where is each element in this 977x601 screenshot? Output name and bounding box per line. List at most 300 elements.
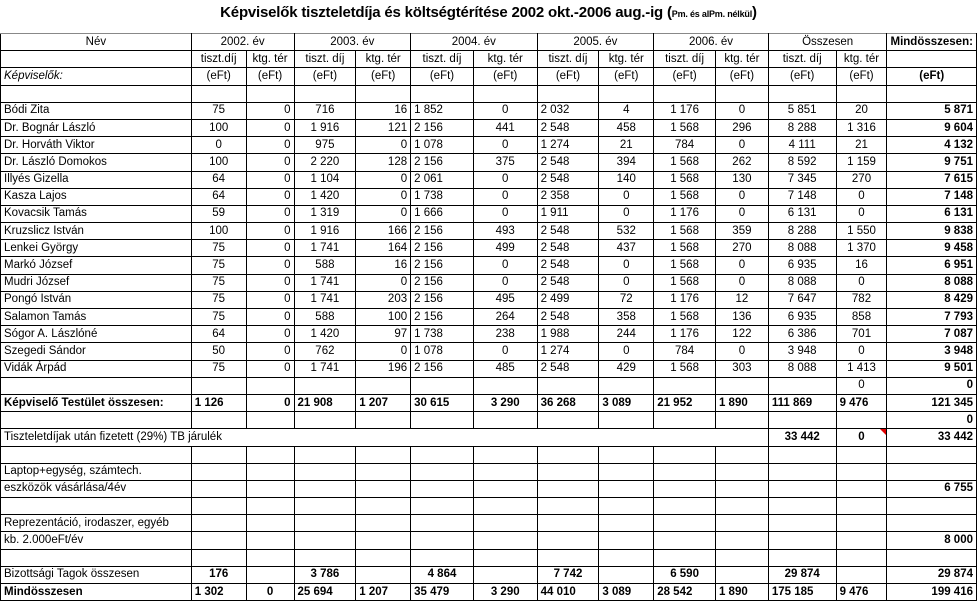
empty-cell[interactable] [537,463,599,480]
subheader-tiszt-dij[interactable]: tiszt. díj [768,51,836,68]
unit-label[interactable]: (eFt) [356,68,411,85]
empty-cell[interactable] [411,85,474,102]
member-value[interactable]: 0 [715,274,768,291]
empty-cell[interactable] [599,377,654,394]
member-value[interactable]: 75 [191,257,246,274]
member-total[interactable]: 3 948 [887,343,977,360]
member-value[interactable]: 64 [191,326,246,343]
member-value[interactable]: 2 548 [537,274,599,291]
unit-label[interactable]: (eFt) [411,68,474,85]
member-value[interactable]: 100 [356,309,411,326]
member-value[interactable]: 0 [246,171,294,188]
empty-cell[interactable] [836,446,887,463]
member-value[interactable]: 0 [356,274,411,291]
member-value[interactable]: 2 548 [537,240,599,257]
member-value[interactable]: 0 [599,257,654,274]
member-value[interactable]: 485 [473,360,537,377]
unit-label[interactable]: (eFt) [654,68,716,85]
member-value[interactable]: 1 568 [654,240,716,257]
grand-total-value[interactable]: 1 207 [356,584,411,601]
grand-total-value[interactable]: 3 089 [599,584,654,601]
grand-total-value[interactable]: 25 694 [294,584,356,601]
header-year-2003[interactable]: 2003. év [294,34,411,51]
empty-cell[interactable] [246,85,294,102]
header-name[interactable]: Név [1,34,192,51]
member-value[interactable]: 100 [191,119,246,136]
member-total[interactable]: 7 793 [887,309,977,326]
member-value[interactable]: 375 [473,154,537,171]
unit-label[interactable]: (eFt) [715,68,768,85]
body-total-value[interactable]: 21 908 [294,394,356,411]
member-value[interactable]: 8 088 [768,274,836,291]
member-value[interactable]: 2 548 [537,223,599,240]
member-value[interactable]: 0 [246,154,294,171]
empty-cell[interactable] [537,549,599,566]
row-label-kepviselok[interactable]: Képviselők: [1,68,192,85]
member-value[interactable]: 122 [715,326,768,343]
empty-cell[interactable] [1,446,192,463]
member-value[interactable]: 495 [473,291,537,308]
member-value[interactable]: 130 [715,171,768,188]
row-total[interactable]: 0 [887,377,977,394]
header-mindosszesen[interactable]: Mindösszesen: [887,34,977,51]
subheader-tiszt-dij[interactable]: tiszt.díj [191,51,246,68]
member-value[interactable]: 270 [836,171,887,188]
member-value[interactable]: 762 [294,343,356,360]
empty-cell[interactable] [191,412,246,429]
member-value[interactable]: 1 319 [294,205,356,222]
committee-value[interactable] [836,566,887,583]
empty-cell[interactable] [294,549,356,566]
member-value[interactable]: 21 [836,137,887,154]
empty-cell[interactable] [246,412,294,429]
repr-2-label[interactable]: kb. 2.000eFt/év [1,532,192,549]
empty-cell[interactable] [191,549,246,566]
member-value[interactable]: 0 [836,274,887,291]
member-total[interactable]: 7 087 [887,326,977,343]
member-value[interactable]: 2 548 [537,119,599,136]
member-value[interactable]: 0 [246,291,294,308]
repr-1-total[interactable] [887,515,977,532]
member-value[interactable]: 4 [599,102,654,119]
member-value[interactable]: 16 [356,102,411,119]
empty-cell[interactable] [537,412,599,429]
member-value[interactable]: 0 [246,240,294,257]
grand-total-value[interactable]: 1 302 [191,584,246,601]
member-total[interactable]: 9 501 [887,360,977,377]
empty-cell[interactable] [246,377,294,394]
committee-value[interactable]: 7 742 [537,566,599,583]
member-value[interactable]: 100 [191,154,246,171]
subheader-ktg-ter[interactable]: ktg. tér [599,51,654,68]
tb-ossz-tiszt[interactable]: 33 442 [768,429,836,446]
member-value[interactable]: 0 [473,274,537,291]
member-value[interactable]: 262 [715,154,768,171]
empty-cell[interactable] [654,85,716,102]
empty-cell[interactable] [294,85,356,102]
member-value[interactable]: 1 176 [654,205,716,222]
empty-cell[interactable] [715,85,768,102]
subheader-tiszt-dij[interactable]: tiszt. díj [294,51,356,68]
member-value[interactable]: 0 [246,257,294,274]
member-value[interactable]: 7 345 [768,171,836,188]
empty-cell[interactable] [473,532,537,549]
member-value[interactable]: 359 [715,223,768,240]
member-value[interactable]: 75 [191,291,246,308]
member-value[interactable]: 75 [191,360,246,377]
member-total[interactable]: 9 751 [887,154,977,171]
empty-cell[interactable] [768,463,836,480]
member-value[interactable]: 12 [715,291,768,308]
empty-cell[interactable] [473,377,537,394]
member-value[interactable]: 493 [473,223,537,240]
unit-label[interactable]: (eFt) [191,68,246,85]
member-value[interactable]: 2 220 [294,154,356,171]
member-value[interactable]: 0 [246,205,294,222]
committee-value[interactable] [715,566,768,583]
member-value[interactable]: 72 [599,291,654,308]
member-value[interactable]: 2 548 [537,309,599,326]
member-value[interactable]: 0 [836,343,887,360]
member-value[interactable]: 0 [836,188,887,205]
empty-cell[interactable] [294,515,356,532]
member-value[interactable]: 7 647 [768,291,836,308]
member-value[interactable]: 0 [473,102,537,119]
member-value[interactable]: 784 [654,137,716,154]
committee-value[interactable]: 176 [191,566,246,583]
empty-cell[interactable] [887,446,977,463]
member-value[interactable]: 8 288 [768,223,836,240]
empty-cell[interactable] [356,480,411,497]
member-value[interactable]: 203 [356,291,411,308]
member-value[interactable]: 121 [356,119,411,136]
empty-cell[interactable] [599,446,654,463]
member-name[interactable]: Sógor A. Lászlóné [1,326,192,343]
member-name[interactable]: Pongó István [1,291,192,308]
empty-cell[interactable] [599,463,654,480]
member-value[interactable]: 2 061 [411,171,474,188]
empty-cell[interactable] [654,498,716,515]
member-value[interactable]: 2 156 [411,240,474,257]
member-value[interactable]: 5 851 [768,102,836,119]
member-name[interactable]: Szegedi Sándor [1,343,192,360]
header-year-2004[interactable]: 2004. év [411,34,537,51]
member-value[interactable]: 2 156 [411,274,474,291]
member-value[interactable]: 136 [715,309,768,326]
member-name[interactable]: Dr. Horváth Viktor [1,137,192,154]
member-value[interactable]: 238 [473,326,537,343]
member-value[interactable]: 0 [356,205,411,222]
member-value[interactable]: 1 852 [411,102,474,119]
body-total-value[interactable]: 3 089 [599,394,654,411]
empty-cell[interactable] [411,498,474,515]
member-value[interactable]: 1 159 [836,154,887,171]
member-total[interactable]: 7 148 [887,188,977,205]
member-value[interactable]: 1 176 [654,102,716,119]
member-value[interactable]: 16 [356,257,411,274]
empty-cell[interactable] [294,532,356,549]
member-value[interactable]: 0 [246,119,294,136]
empty-cell[interactable] [411,412,474,429]
member-value[interactable]: 1 176 [654,291,716,308]
member-value[interactable]: 270 [715,240,768,257]
empty-cell[interactable] [654,463,716,480]
ossz-ktg-value[interactable]: 0 [836,377,887,394]
empty-cell[interactable] [537,377,599,394]
member-value[interactable]: 75 [191,274,246,291]
member-value[interactable]: 6 935 [768,257,836,274]
empty-cell[interactable] [836,498,887,515]
member-value[interactable]: 1 078 [411,343,474,360]
member-value[interactable]: 437 [599,240,654,257]
member-total[interactable]: 5 871 [887,102,977,119]
committee-label[interactable]: Bizottsági Tagok összesen [1,566,192,583]
header-year-2005[interactable]: 2005. év [537,34,654,51]
comment-indicator-icon[interactable] [880,429,886,435]
empty-cell[interactable] [715,377,768,394]
empty-cell[interactable] [715,446,768,463]
empty-cell[interactable] [191,446,246,463]
member-value[interactable]: 16 [836,257,887,274]
empty-cell[interactable] [654,446,716,463]
empty-cell[interactable] [191,498,246,515]
empty-cell[interactable] [715,463,768,480]
member-value[interactable]: 1 568 [654,257,716,274]
member-value[interactable]: 588 [294,309,356,326]
member-value[interactable]: 59 [191,205,246,222]
member-value[interactable]: 1 568 [654,274,716,291]
grand-total-value[interactable]: 35 479 [411,584,474,601]
empty-cell[interactable] [715,480,768,497]
grand-total-value[interactable]: 28 542 [654,584,716,601]
member-value[interactable]: 244 [599,326,654,343]
member-value[interactable]: 0 [246,274,294,291]
tb-total[interactable]: 33 442 [887,429,977,446]
subheader-ktg-ter[interactable]: ktg. tér [356,51,411,68]
empty-cell[interactable] [768,480,836,497]
empty-cell[interactable] [294,498,356,515]
member-total[interactable]: 6 131 [887,205,977,222]
member-value[interactable]: 1 741 [294,291,356,308]
member-value[interactable]: 0 [246,137,294,154]
member-value[interactable]: 1 988 [537,326,599,343]
empty-cell[interactable] [599,532,654,549]
empty-cell[interactable] [411,532,474,549]
member-value[interactable]: 97 [356,326,411,343]
body-total-label[interactable]: Képviselő Testület összesen: [1,394,192,411]
body-total-value[interactable]: 30 615 [411,394,474,411]
member-value[interactable]: 1 568 [654,223,716,240]
empty-cell[interactable] [537,498,599,515]
empty-cell[interactable] [473,412,537,429]
grand-total-value[interactable]: 9 476 [836,584,887,601]
empty-cell[interactable] [836,532,887,549]
empty-cell[interactable] [356,532,411,549]
member-value[interactable]: 0 [715,137,768,154]
empty-cell[interactable] [715,498,768,515]
member-value[interactable]: 0 [473,137,537,154]
member-value[interactable]: 1 741 [294,360,356,377]
member-value[interactable]: 1 420 [294,326,356,343]
member-value[interactable]: 1 666 [411,205,474,222]
empty-cell[interactable] [715,532,768,549]
member-value[interactable]: 2 156 [411,119,474,136]
member-value[interactable]: 0 [246,343,294,360]
subheader-ktg-ter[interactable]: ktg. tér [836,51,887,68]
member-value[interactable]: 2 548 [537,360,599,377]
member-value[interactable]: 358 [599,309,654,326]
member-name[interactable]: Dr. Bognár László [1,119,192,136]
member-name[interactable]: Markó József [1,257,192,274]
body-total-value[interactable]: 1 207 [356,394,411,411]
empty-cell[interactable] [537,85,599,102]
empty-cell[interactable] [191,532,246,549]
member-value[interactable]: 21 [599,137,654,154]
empty-cell[interactable] [599,549,654,566]
laptop-1-label[interactable]: Laptop+egység, számtech. [1,463,192,480]
member-value[interactable]: 1 738 [411,188,474,205]
member-value[interactable]: 6 935 [768,309,836,326]
grand-total-value[interactable]: 1 890 [715,584,768,601]
body-total-value[interactable]: 36 268 [537,394,599,411]
member-value[interactable]: 0 [356,343,411,360]
member-value[interactable]: 0 [473,188,537,205]
empty-cell[interactable] [473,480,537,497]
unit-label[interactable]: (eFt) [537,68,599,85]
committee-value[interactable] [246,566,294,583]
body-total-value[interactable]: 3 290 [473,394,537,411]
committee-value[interactable] [356,566,411,583]
member-value[interactable]: 0 [246,326,294,343]
empty-cell[interactable] [246,480,294,497]
grand-total-value[interactable]: 44 010 [537,584,599,601]
empty-cell[interactable] [887,51,977,68]
empty-cell[interactable] [768,515,836,532]
empty-cell[interactable] [599,480,654,497]
member-name[interactable]: Dr. László Domokos [1,154,192,171]
empty-cell[interactable] [294,412,356,429]
member-value[interactable]: 2 032 [537,102,599,119]
member-value[interactable]: 1 550 [836,223,887,240]
member-total[interactable]: 8 429 [887,291,977,308]
member-value[interactable]: 303 [715,360,768,377]
member-value[interactable]: 0 [473,257,537,274]
member-value[interactable]: 0 [715,257,768,274]
member-value[interactable]: 2 156 [411,154,474,171]
member-value[interactable]: 0 [246,223,294,240]
member-value[interactable]: 164 [356,240,411,257]
member-value[interactable]: 1 078 [411,137,474,154]
member-value[interactable]: 0 [356,137,411,154]
committee-value[interactable] [473,566,537,583]
empty-cell[interactable] [836,480,887,497]
empty-cell[interactable] [768,85,836,102]
empty-cell[interactable] [1,85,192,102]
unit-label[interactable]: (eFt) [473,68,537,85]
member-value[interactable]: 0 [246,309,294,326]
member-value[interactable]: 140 [599,171,654,188]
laptop-2-total[interactable]: 6 755 [887,480,977,497]
member-name[interactable]: Illyés Gizella [1,171,192,188]
header-year-2002[interactable]: 2002. év [191,34,294,51]
member-name[interactable]: Lenkei György [1,240,192,257]
row-total[interactable]: 0 [887,412,977,429]
empty-cell[interactable] [411,480,474,497]
member-value[interactable]: 1 104 [294,171,356,188]
member-value[interactable]: 0 [191,137,246,154]
empty-cell[interactable] [599,412,654,429]
member-value[interactable]: 64 [191,171,246,188]
member-value[interactable]: 1 413 [836,360,887,377]
member-value[interactable]: 1 568 [654,119,716,136]
empty-cell[interactable] [246,498,294,515]
member-total[interactable]: 8 088 [887,274,977,291]
member-value[interactable]: 429 [599,360,654,377]
empty-cell[interactable] [246,532,294,549]
empty-cell[interactable] [654,532,716,549]
member-name[interactable]: Mudri József [1,274,192,291]
grand-total-label[interactable]: Mindösszesen [1,584,192,601]
member-value[interactable]: 264 [473,309,537,326]
subheader-tiszt-dij[interactable]: tiszt. díj [537,51,599,68]
empty-cell[interactable] [191,85,246,102]
body-total-value[interactable]: 1 126 [191,394,246,411]
empty-cell[interactable] [191,377,246,394]
empty-cell[interactable] [654,377,716,394]
grand-total-value[interactable]: 175 185 [768,584,836,601]
member-total[interactable]: 9 838 [887,223,977,240]
member-value[interactable]: 499 [473,240,537,257]
empty-cell[interactable] [537,480,599,497]
committee-value[interactable]: 6 590 [654,566,716,583]
member-total[interactable]: 7 615 [887,171,977,188]
member-value[interactable]: 1 568 [654,188,716,205]
empty-cell[interactable] [654,549,716,566]
empty-cell[interactable] [294,463,356,480]
member-value[interactable]: 1 420 [294,188,356,205]
empty-cell[interactable] [246,463,294,480]
committee-value[interactable]: 29 874 [768,566,836,583]
member-name[interactable]: Bódi Zita [1,102,192,119]
member-value[interactable]: 0 [246,360,294,377]
member-value[interactable]: 8 592 [768,154,836,171]
member-name[interactable]: Vidák Árpád [1,360,192,377]
member-value[interactable]: 8 088 [768,240,836,257]
unit-label[interactable]: (eFt) [768,68,836,85]
header-year-2006[interactable]: 2006. év [654,34,769,51]
member-value[interactable]: 1 274 [537,343,599,360]
member-value[interactable]: 6 386 [768,326,836,343]
empty-cell[interactable] [654,412,716,429]
unit-label[interactable]: (eFt) [836,68,887,85]
empty-cell[interactable] [473,463,537,480]
empty-cell[interactable] [473,85,537,102]
member-value[interactable]: 0 [599,274,654,291]
body-total-value[interactable]: 1 890 [715,394,768,411]
member-value[interactable]: 1 370 [836,240,887,257]
empty-cell[interactable] [473,549,537,566]
empty-cell[interactable] [1,549,192,566]
empty-cell[interactable] [1,498,192,515]
member-value[interactable]: 858 [836,309,887,326]
empty-cell[interactable] [294,377,356,394]
member-value[interactable]: 2 156 [411,360,474,377]
empty-cell[interactable] [356,463,411,480]
grand-total-value[interactable]: 0 [246,584,294,601]
empty-cell[interactable] [411,463,474,480]
empty-cell[interactable] [836,463,887,480]
empty-cell[interactable] [537,515,599,532]
